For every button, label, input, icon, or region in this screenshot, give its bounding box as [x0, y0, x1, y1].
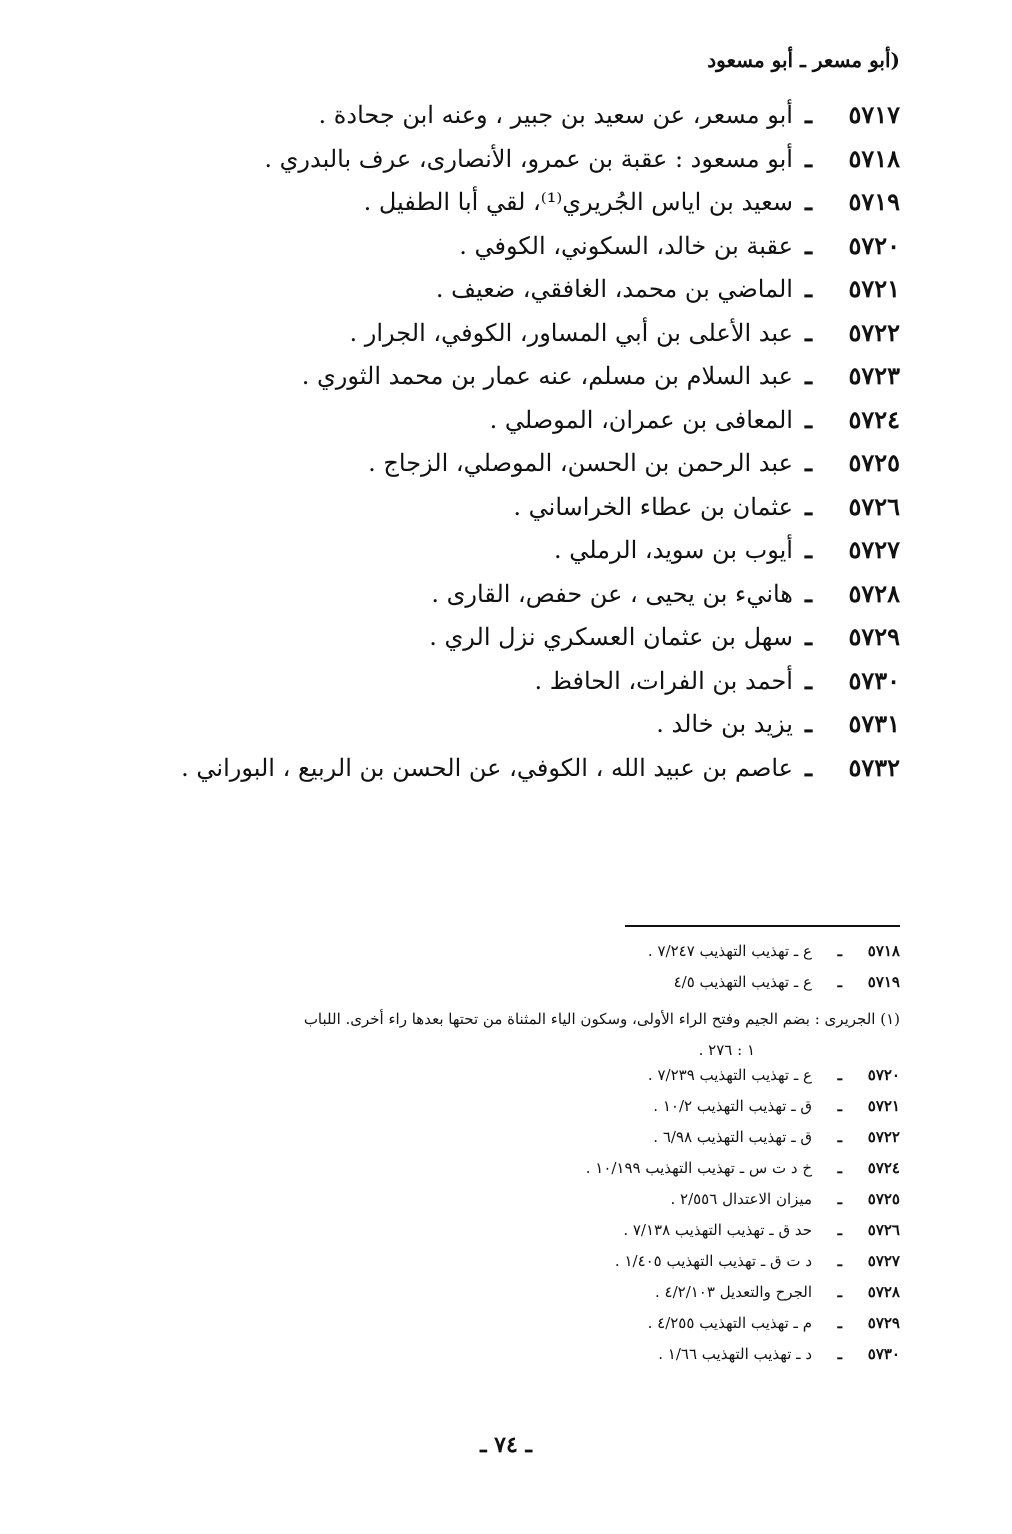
entry-number: ٥٧٣١ [848, 709, 900, 738]
note-number: ٥٧٢٢ [867, 1128, 900, 1146]
entry-number: ٥٧٢٧ [848, 535, 900, 564]
source-note [100, 942, 900, 973]
note-dash: ـ [837, 1190, 842, 1208]
note-text: ع ـ تهذيب التهذيب ٧/٢٣٩ . [647, 1066, 812, 1084]
entry-number: ٥٧١٩ [848, 187, 900, 216]
entry-row [100, 709, 900, 753]
footnote-line: ١ : ٢٧٦ . [698, 1041, 755, 1059]
note-number: ٥٧٢١ [867, 1097, 900, 1115]
entry-row [100, 492, 900, 536]
entry-number: ٥٧٢٠ [848, 230, 900, 260]
note-number: ٥٧١٨ [867, 942, 900, 960]
entry-dash: ـ [804, 317, 812, 347]
source-note [100, 1066, 900, 1097]
page-number: ـ ٧٤ ـ [480, 1432, 532, 1458]
note-text: ع ـ تهذيب التهذيب ٧/٢٤٧ . [647, 942, 812, 960]
entry-row [100, 144, 900, 188]
entry-row [100, 535, 900, 579]
note-text: د ـ تهذيب التهذيب ١/٦٦ . [658, 1345, 812, 1363]
entry-row [100, 579, 900, 623]
note-text: الجرح والتعديل ٤/٢/١٠٣ . [654, 1283, 812, 1301]
source-notes-top [100, 942, 900, 1004]
entry-dash: ـ [804, 361, 812, 390]
source-note [100, 1128, 900, 1159]
entry-text: أحمد بن الفرات، الحافظ . [534, 666, 793, 695]
note-dash: ـ [837, 1314, 842, 1332]
entry-text: عقبة بن خالد، السكوني، الكوفي . [459, 231, 793, 260]
entry-row [100, 100, 900, 144]
note-number: ٥٧٢٩ [867, 1314, 900, 1332]
entry-row [100, 318, 900, 362]
entry-number: ٥٧٢٥ [848, 448, 900, 477]
source-note [100, 1314, 900, 1345]
source-notes-bottom [100, 1066, 900, 1376]
entry-text: أبو مسعود : عقبة بن عمرو، الأنصارى، عرف بالبدري . [264, 144, 793, 173]
note-number: ٥٧٢٦ [867, 1221, 900, 1239]
entry-text: عبد السلام بن مسلم، عنه عمار بن محمد الثوري . [301, 362, 793, 390]
note-text: م ـ تهذيب التهذيب ٤/٢٥٥ . [647, 1314, 812, 1332]
source-note [100, 1221, 900, 1252]
note-dash: ـ [837, 1283, 842, 1301]
entry-number: ٥٧٢٩ [848, 622, 900, 651]
note-dash: ـ [837, 1097, 842, 1115]
note-text: ميزان الاعتدال ٢/٥٥٦ . [670, 1190, 812, 1208]
entry-row [100, 622, 900, 666]
entry-text: الماضي بن محمد، الغافقي، ضعيف . [435, 275, 793, 303]
entry-dash: ـ [804, 578, 812, 608]
note-number: ٥٧٣٠ [867, 1345, 900, 1363]
note-number: ٥٧٢٠ [867, 1066, 900, 1084]
entry-dash: ـ [804, 752, 812, 782]
entry-row [100, 274, 900, 318]
entry-number: ٥٧٢٨ [848, 578, 900, 608]
entry-row [100, 231, 900, 275]
running-title: (أبو مسعر ـ أبو مسعود [707, 48, 900, 72]
entry-text: عاصم بن عبيد الله ، الكوفي، عن الحسن بن الربيع ، البوراني . [181, 753, 793, 782]
note-text: خ د ت س ـ تهذيب التهذيب ١٠/١٩٩ . [585, 1159, 812, 1177]
source-note [100, 1190, 900, 1221]
source-note [100, 1345, 900, 1376]
entry-number: ٥٧٢٢ [848, 317, 900, 347]
entry-dash: ـ [804, 665, 812, 695]
note-dash: ـ [837, 1128, 842, 1146]
footnote-divider [625, 925, 900, 927]
note-dash: ـ [837, 1252, 842, 1270]
entry-dash: ـ [804, 535, 812, 564]
entry-text: سهل بن عثمان العسكري نزل الري . [429, 623, 793, 651]
source-note [100, 1283, 900, 1314]
entry-row [100, 405, 900, 449]
entry-text: سعيد بن اياس الجُريري⁽¹⁾، لقي أبا الطفيل . [363, 188, 793, 216]
entry-number: ٥٧١٨ [848, 143, 900, 173]
entry-dash: ـ [804, 404, 812, 434]
note-dash: ـ [837, 1066, 842, 1084]
note-dash: ـ [837, 1345, 842, 1363]
entry-dash: ـ [804, 274, 812, 303]
note-dash: ـ [837, 1221, 842, 1239]
entry-text: عبد الرحمن بن الحسن، الموصلي، الزجاج . [368, 449, 793, 477]
note-number: ٥٧٢٧ [867, 1252, 900, 1270]
source-note [100, 1097, 900, 1128]
note-number: ٥٧٢٥ [867, 1190, 900, 1208]
footnote-line: (١) الجريرى : بضم الجيم وفتح الراء الأولى، وسكون الياء المثناة من تحتها بعدها راء أخرى. اللباب [303, 1010, 900, 1028]
entry-text: عبد الأعلى بن أبي المساور، الكوفي، الجرار . [349, 318, 793, 347]
entry-row [100, 361, 900, 405]
note-text: د ت ق ـ تهذيب التهذيب ١/٤٠٥ . [614, 1252, 812, 1270]
footnote [100, 1004, 900, 1066]
entry-dash: ـ [804, 709, 812, 738]
entry-row [100, 753, 900, 797]
entry-number: ٥٧٢٤ [848, 404, 900, 434]
entry-text: المعافى بن عمران، الموصلي . [489, 405, 793, 434]
note-dash: ـ [837, 973, 842, 991]
entry-number: ٥٧٢٦ [848, 491, 900, 521]
entry-row [100, 666, 900, 710]
entry-row [100, 448, 900, 492]
note-number: ٥٧٢٤ [867, 1159, 900, 1177]
entry-list [100, 100, 900, 796]
entry-dash: ـ [804, 187, 812, 216]
source-note [100, 1159, 900, 1190]
note-text: ع ـ تهذيب التهذيب ٤/٥ [673, 973, 812, 991]
entry-text: أبو مسعر، عن سعيد بن جبير ، وعنه ابن جحادة . [318, 101, 793, 129]
note-text: حد ق ـ تهذيب التهذيب ٧/١٣٨ . [623, 1221, 812, 1239]
note-number: ٥٧١٩ [867, 973, 900, 991]
entry-dash: ـ [804, 448, 812, 477]
entry-text: يزيد بن خالد . [656, 710, 793, 738]
entry-number: ٥٧٢٣ [848, 361, 900, 390]
entry-text: عثمان بن عطاء الخراساني . [513, 492, 793, 521]
note-text: ق ـ تهذيب التهذيب ١٠/٢ . [653, 1097, 812, 1115]
entry-number: ٥٧٣٠ [848, 665, 900, 695]
entry-text: أيوب بن سويد، الرملي . [553, 536, 793, 564]
source-note [100, 1252, 900, 1283]
note-dash: ـ [837, 942, 842, 960]
note-text: ق ـ تهذيب التهذيب ٦/٩٨ . [653, 1128, 812, 1146]
note-dash: ـ [837, 1159, 842, 1177]
entry-number: ٥٧١٧ [848, 100, 900, 129]
entry-dash: ـ [804, 491, 812, 521]
entry-dash: ـ [804, 143, 812, 173]
entry-dash: ـ [804, 622, 812, 651]
entry-row [100, 187, 900, 231]
entry-dash: ـ [804, 230, 812, 260]
entry-dash: ـ [804, 100, 812, 129]
entry-number: ٥٧٢١ [848, 274, 900, 303]
entry-text: هانيء بن يحيى ، عن حفص، القارى . [431, 579, 793, 608]
note-number: ٥٧٢٨ [867, 1283, 900, 1301]
entry-number: ٥٧٣٢ [848, 752, 900, 782]
source-note [100, 973, 900, 1004]
